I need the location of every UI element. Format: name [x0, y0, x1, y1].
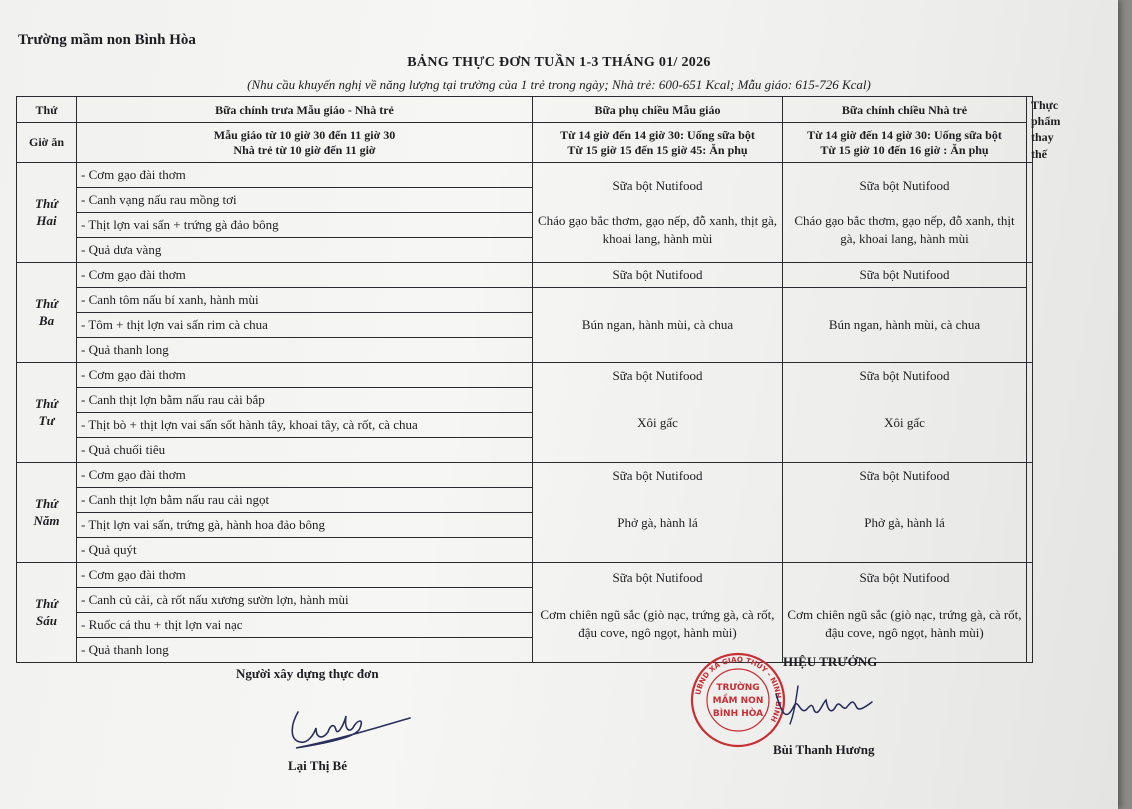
day-label-1: Thứ: [35, 195, 58, 211]
dish-item: - Canh củ cải, cà rốt nấu xương sườn lợn, hành mùi: [77, 587, 533, 612]
header-main-times: [77, 123, 533, 162]
afternoon-milk: Sữa bột Nutifood: [859, 177, 950, 193]
afternoon-cell: [783, 562, 1027, 662]
header-snack-times: [533, 123, 783, 162]
dish-item: - Cơm gạo đài thơm: [77, 462, 533, 487]
afternoon-food: Cháo gạo bắc thơm, gạo nếp, đỗ xanh, thịt gà, khoai lang, hành mùi: [794, 213, 1015, 247]
day-name: [17, 562, 77, 662]
table-header-row-1: [17, 97, 1033, 123]
snack-food: Cơm chiên ngũ sắc (giò nạc, trứng gà, cà rốt, đậu cove, ngô ngọt, hành mùi): [540, 607, 775, 641]
table-row: [17, 362, 1033, 387]
snack-milk: Sữa bột Nutifood: [612, 569, 703, 585]
day-label-1: Thứ: [35, 395, 58, 411]
main-time-kindergarten: Mẫu giáo từ 10 giờ 30 đến 11 giờ 30: [213, 128, 396, 143]
snack-food: Xôi gấc: [637, 415, 678, 431]
header-afternoon-meal: Bữa chính chiều Nhà trẻ: [783, 97, 1027, 123]
author-signature: [286, 704, 416, 754]
stamp-line-3: BÌNH HÒA: [712, 709, 764, 719]
day-name: [17, 262, 77, 362]
dish-item: - Quả quýt: [77, 537, 533, 562]
dish-item: - Thịt lợn vai sấn + trứng gà đảo bông: [77, 212, 533, 237]
table-row: [17, 562, 1033, 587]
stamp-line-2: MẦM NON: [712, 696, 764, 706]
afternoon-milk: Sữa bột Nutifood: [859, 467, 950, 483]
day-label-2: Tư: [38, 413, 55, 429]
afternoon-food: Phở gà, hành lá: [864, 515, 945, 531]
stamp-line-1: TRƯỜNG: [716, 683, 760, 693]
afternoon-milk: Sữa bột Nutifood: [859, 569, 950, 585]
author-name: Lại Thị Bé: [288, 758, 348, 773]
dish-item: - Thịt lợn vai sấn, trứng gà, hành hoa đảo bông: [77, 512, 533, 537]
day-label-2: Sáu: [36, 613, 57, 629]
header-afternoon-times: [783, 123, 1027, 162]
dish-item: - Canh thịt lợn bằm nấu rau cải bắp: [77, 387, 533, 412]
page-subtitle: (Nhu cầu khuyến nghị về năng lượng tại trường của 1 trẻ trong ngày; Nhà trẻ: 600-651 Kcal; Mẫu giáo: 615-726 Kcal): [247, 77, 871, 92]
header-substitute: Thực phẩm thay thế: [1027, 97, 1033, 163]
snack-milk: Sữa bột Nutifood: [612, 467, 703, 483]
day-label-1: Thứ: [35, 495, 58, 511]
dish-item: - Cơm gạo đài thơm: [77, 362, 533, 387]
dish-item: - Cơm gạo đài thơm: [77, 562, 533, 587]
header-snack: Bữa phụ chiều Mẫu giáo: [533, 97, 783, 123]
dish-item: - Tôm + thịt lợn vai sấn rim cà chua: [77, 312, 533, 337]
snack-time-2: Từ 15 giờ 15 đến 15 giờ 45: Ăn phụ: [567, 142, 748, 157]
dish-item: - Canh thịt lợn bằm nấu rau cải ngọt: [77, 487, 533, 512]
snack-cell: [533, 562, 783, 662]
dish-item: - Thịt bò + thịt lợn vai sấn sốt hành tây, khoai tây, cà rốt, cà chua: [77, 412, 533, 437]
dish-item: - Quả dưa vàng: [77, 237, 533, 262]
day-label-2: Năm: [33, 513, 60, 529]
afternoon-milk: Sữa bột Nutifood: [783, 262, 1027, 287]
dish-item: - Ruốc cá thu + thịt lợn vai nạc: [77, 612, 533, 637]
day-name: [17, 462, 77, 562]
dish-item: - Canh vạng nấu rau mồng tơi: [77, 187, 533, 212]
snack-food: Cháo gạo bắc thơm, gạo nếp, đỗ xanh, thịt gà, khoai lang, hành mùi: [537, 213, 777, 247]
principal-signature: [768, 684, 878, 730]
table-row: [17, 162, 1033, 187]
substitute-cell: [1027, 362, 1033, 462]
dish-item: - Canh tôm nấu bí xanh, hành mùi: [77, 287, 533, 312]
table-row: [17, 462, 1033, 487]
principal-role: HIỆU TRƯỞNG: [783, 654, 878, 669]
substitute-cell: [1027, 162, 1033, 262]
snack-food: Phở gà, hành lá: [617, 515, 698, 531]
day-name: [17, 162, 77, 262]
dish-item: - Quả thanh long: [77, 637, 533, 662]
main-time-nursery: Nhà trẻ từ 10 giờ đến 11 giờ: [233, 142, 376, 157]
snack-milk: Sữa bột Nutifood: [533, 262, 783, 287]
afternoon-cell: [783, 362, 1027, 462]
day-label-2: Ba: [38, 313, 55, 329]
table-row: [17, 287, 1033, 312]
substitute-cell: [1027, 462, 1033, 562]
table-row: [17, 262, 1033, 287]
day-label-1: Thứ: [35, 295, 58, 311]
header-thu: Thứ: [17, 97, 77, 123]
afternoon-food: Bún ngan, hành mùi, cà chua: [783, 287, 1027, 362]
day-name: [17, 362, 77, 462]
header-gio-an: Giờ ăn: [17, 123, 77, 162]
menu-author-role: Người xây dựng thực đơn: [236, 666, 379, 681]
stamp-ring-text: UBND XÃ GIAO THỦY - NINH BÌNH: [693, 654, 784, 724]
substitute-cell: [1027, 262, 1033, 362]
principal-name: Bùi Thanh Hương: [773, 742, 875, 757]
afternoon-time-2: Từ 15 giờ 10 đến 16 giờ : Ăn phụ: [820, 142, 989, 157]
afternoon-food: Xôi gấc: [884, 415, 925, 431]
snack-milk: Sữa bột Nutifood: [612, 367, 703, 383]
dish-item: - Quả thanh long: [77, 337, 533, 362]
school-name: Trường mầm non Bình Hòa: [18, 32, 196, 48]
snack-time-1: Từ 14 giờ đến 14 giờ 30: Uống sữa bột: [560, 128, 755, 143]
dish-item: - Cơm gạo đài thơm: [77, 262, 533, 287]
day-label-1: Thứ: [35, 595, 58, 611]
snack-food: Bún ngan, hành mùi, cà chua: [533, 287, 783, 362]
page-title: BẢNG THỰC ĐƠN TUẦN 1-3 THÁNG 01/ 2026: [407, 55, 711, 70]
day-label-2: Hai: [36, 213, 57, 229]
dish-item: - Cơm gạo đài thơm: [77, 162, 533, 187]
afternoon-milk: Sữa bột Nutifood: [859, 367, 950, 383]
menu-table: [16, 96, 1061, 663]
afternoon-cell: [783, 162, 1027, 262]
dish-item: - Quả chuối tiêu: [77, 437, 533, 462]
afternoon-time-1: Từ 14 giờ đến 14 giờ 30: Uống sữa bột: [807, 128, 1002, 143]
snack-milk: Sữa bột Nutifood: [612, 177, 703, 193]
snack-cell: [533, 462, 783, 562]
afternoon-cell: [783, 462, 1027, 562]
table-header-row-2: [17, 123, 1033, 162]
snack-cell: [533, 162, 783, 262]
afternoon-food: Cơm chiên ngũ sắc (giò nạc, trứng gà, cà rốt, đậu cove, ngô ngọt, hành mùi): [787, 607, 1022, 641]
substitute-cell: [1027, 562, 1033, 662]
header-main-meal: Bữa chính trưa Mẫu giáo - Nhà trẻ: [77, 97, 533, 123]
snack-cell: [533, 362, 783, 462]
